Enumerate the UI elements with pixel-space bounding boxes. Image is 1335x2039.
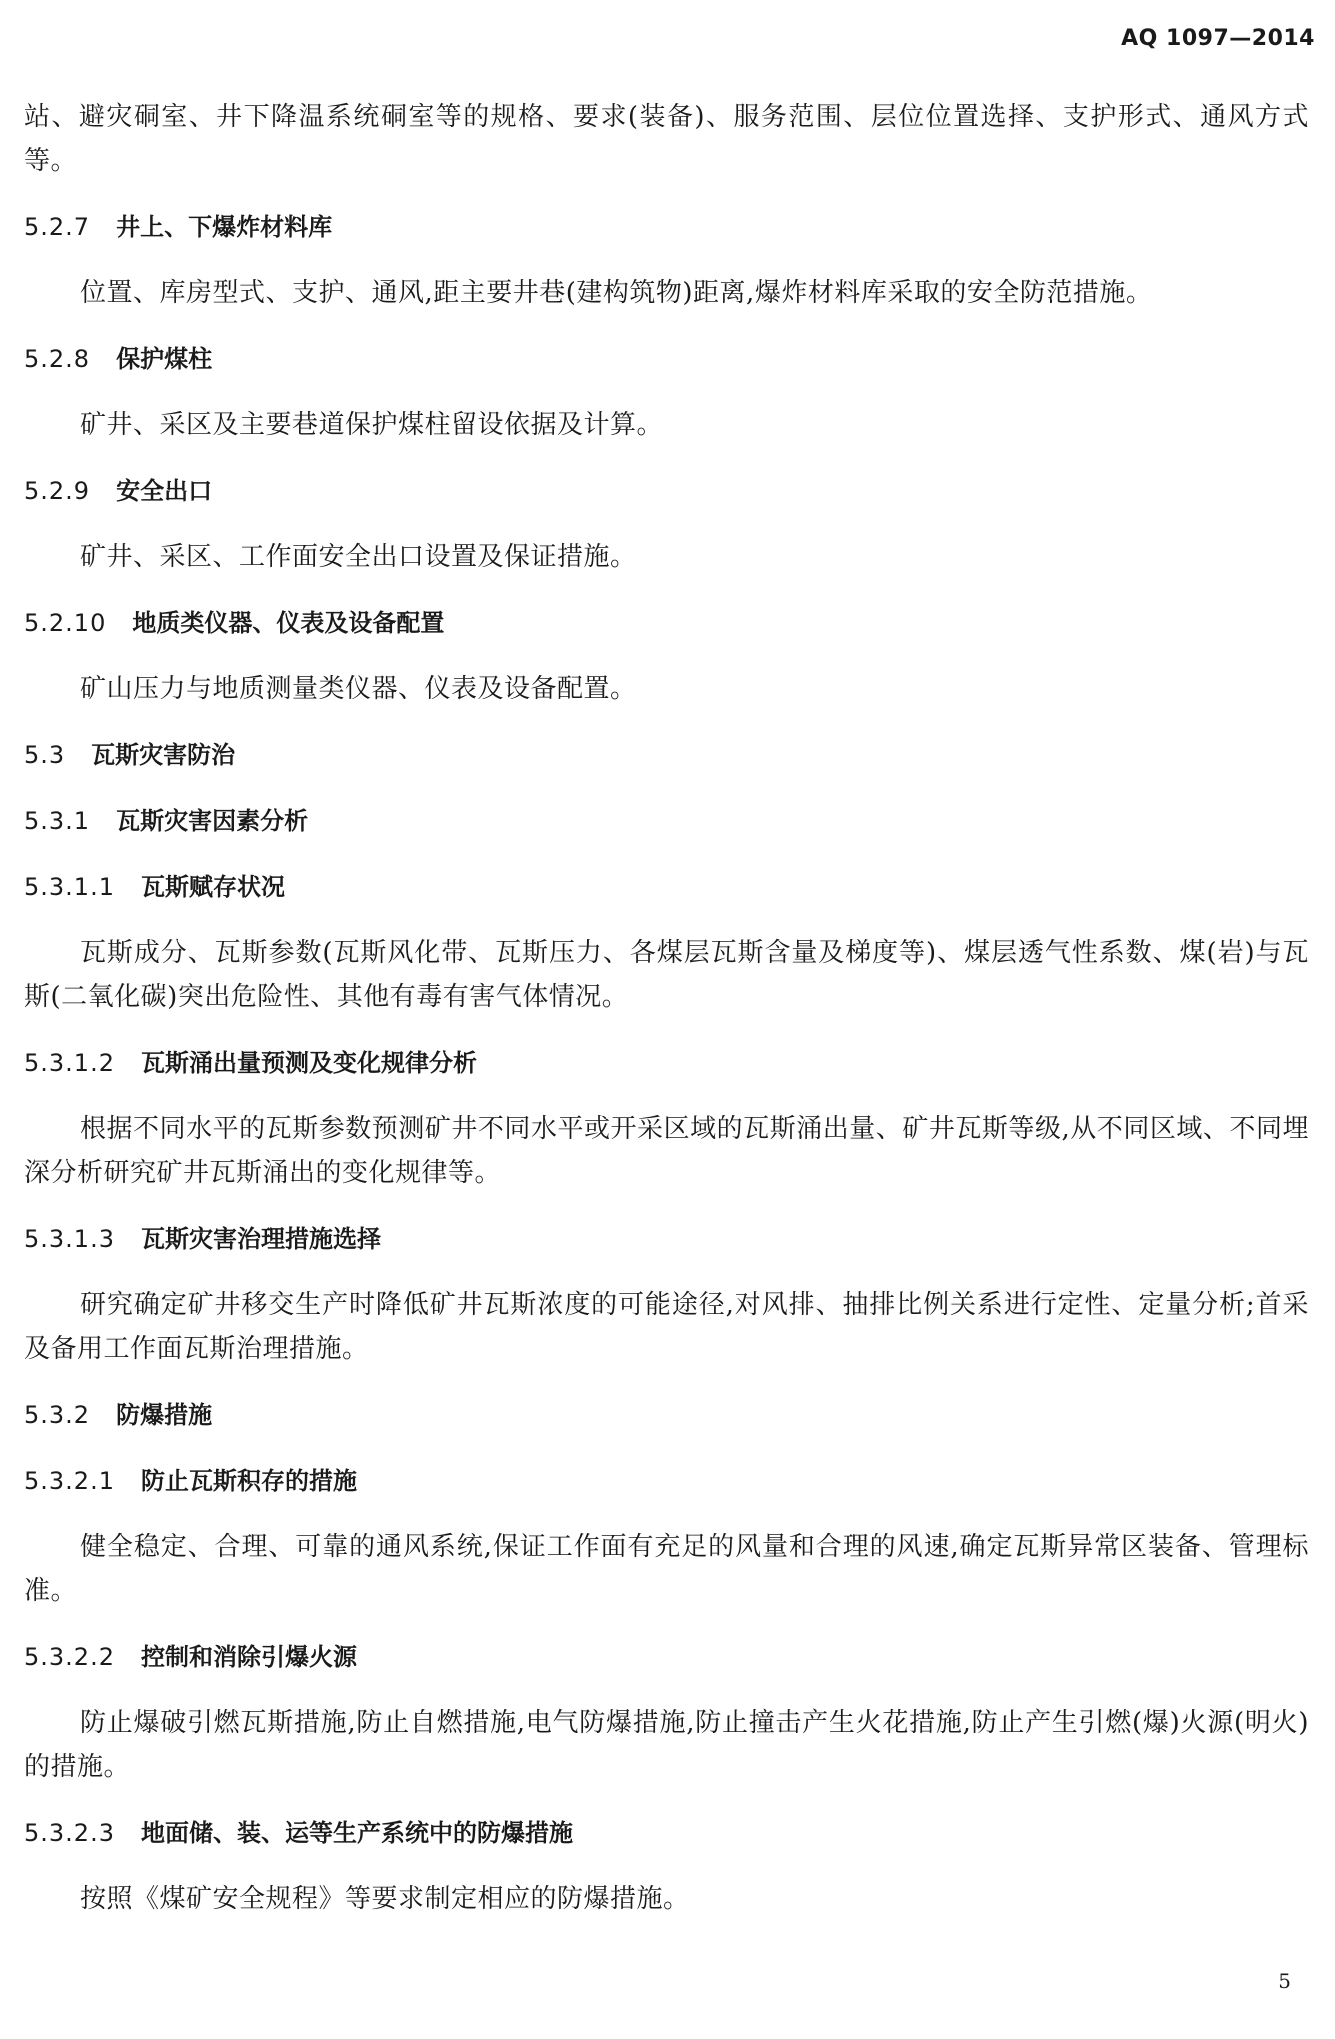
section-number: 5.3 bbox=[24, 741, 66, 769]
section-title: 瓦斯涌出量预测及变化规律分析 bbox=[140, 1049, 477, 1077]
body-paragraph: 健全稳定、合理、可靠的通风系统,保证工作面有充足的风量和合理的风速,确定瓦斯异常区装备、管理标准。 bbox=[24, 1532, 1309, 1606]
section-heading bbox=[24, 1393, 1309, 1437]
section-heading bbox=[24, 601, 1309, 645]
body-paragraph: 根据不同水平的瓦斯参数预测矿井不同水平或开采区域的瓦斯涌出量、矿井瓦斯等级,从不同区域、不同埋深分析研究矿井瓦斯涌出的变化规律等。 bbox=[24, 1114, 1309, 1188]
section-heading bbox=[24, 469, 1309, 513]
section-number: 5.2.9 bbox=[24, 477, 91, 505]
section-title: 瓦斯灾害因素分析 bbox=[116, 807, 309, 835]
section-number: 5.3.2.1 bbox=[24, 1467, 115, 1495]
section-title: 防止瓦斯积存的措施 bbox=[140, 1467, 357, 1495]
body-paragraph: 位置、库房型式、支护、通风,距主要井巷(建构筑物)距离,爆炸材料库采取的安全防范措施。 bbox=[80, 278, 1153, 308]
section-title: 安全出口 bbox=[116, 477, 213, 505]
body-paragraph: 防止爆破引燃瓦斯措施,防止自燃措施,电气防爆措施,防止撞击产生火花措施,防止产生引燃(爆)火源(明火)的措施。 bbox=[24, 1708, 1309, 1782]
section-number: 5.2.8 bbox=[24, 345, 91, 373]
section-number: 5.3.1.1 bbox=[24, 873, 115, 901]
section-title: 瓦斯赋存状况 bbox=[140, 873, 285, 901]
section-heading bbox=[24, 1217, 1309, 1261]
section-number: 5.3.1 bbox=[24, 807, 91, 835]
section-title: 地面储、装、运等生产系统中的防爆措施 bbox=[140, 1819, 573, 1847]
document-body bbox=[24, 95, 1309, 1943]
page-number: 5 bbox=[1278, 1969, 1291, 1993]
section-heading bbox=[24, 205, 1309, 249]
body-paragraph: 站、避灾硐室、井下降温系统硐室等的规格、要求(装备)、服务范围、层位位置选择、支护形式、通风方式等。 bbox=[24, 102, 1309, 176]
section-number: 5.3.1.3 bbox=[24, 1225, 115, 1253]
section-title: 保护煤柱 bbox=[116, 345, 213, 373]
body-paragraph: 按照《煤矿安全规程》等要求制定相应的防爆措施。 bbox=[80, 1884, 690, 1914]
section-heading bbox=[24, 1811, 1309, 1855]
section-number: 5.3.2.3 bbox=[24, 1819, 115, 1847]
section-number: 5.3.2.2 bbox=[24, 1643, 115, 1671]
section-number: 5.2.10 bbox=[24, 609, 107, 637]
section-title: 地质类仪器、仪表及设备配置 bbox=[132, 609, 445, 637]
body-paragraph: 研究确定矿井移交生产时降低矿井瓦斯浓度的可能途径,对风排、抽排比例关系进行定性、定量分析;首采及备用工作面瓦斯治理措施。 bbox=[24, 1290, 1309, 1364]
section-heading bbox=[24, 1459, 1309, 1503]
body-paragraph: 矿井、采区及主要巷道保护煤柱留设依据及计算。 bbox=[80, 410, 664, 440]
section-title: 控制和消除引爆火源 bbox=[140, 1643, 357, 1671]
body-paragraph: 矿山压力与地质测量类仪器、仪表及设备配置。 bbox=[80, 674, 637, 704]
section-number: 5.3.2 bbox=[24, 1401, 91, 1429]
section-title: 瓦斯灾害治理措施选择 bbox=[140, 1225, 381, 1253]
body-paragraph: 瓦斯成分、瓦斯参数(瓦斯风化带、瓦斯压力、各煤层瓦斯含量及梯度等)、煤层透气性系数、煤(岩)与瓦斯(二氧化碳)突出危险性、其他有毒有害气体情况。 bbox=[24, 938, 1309, 1012]
section-number: 5.2.7 bbox=[24, 213, 91, 241]
section-title: 井上、下爆炸材料库 bbox=[116, 213, 333, 241]
document-code: AQ 1097—2014 bbox=[1121, 26, 1315, 51]
section-title: 瓦斯灾害防治 bbox=[91, 741, 236, 769]
section-number: 5.3.1.2 bbox=[24, 1049, 115, 1077]
body-paragraph: 矿井、采区、工作面安全出口设置及保证措施。 bbox=[80, 542, 637, 572]
section-heading bbox=[24, 337, 1309, 381]
section-heading bbox=[24, 1041, 1309, 1085]
section-heading bbox=[24, 1635, 1309, 1679]
section-heading bbox=[24, 799, 1309, 843]
section-title: 防爆措施 bbox=[116, 1401, 213, 1429]
section-heading bbox=[24, 733, 1309, 777]
section-heading bbox=[24, 865, 1309, 909]
